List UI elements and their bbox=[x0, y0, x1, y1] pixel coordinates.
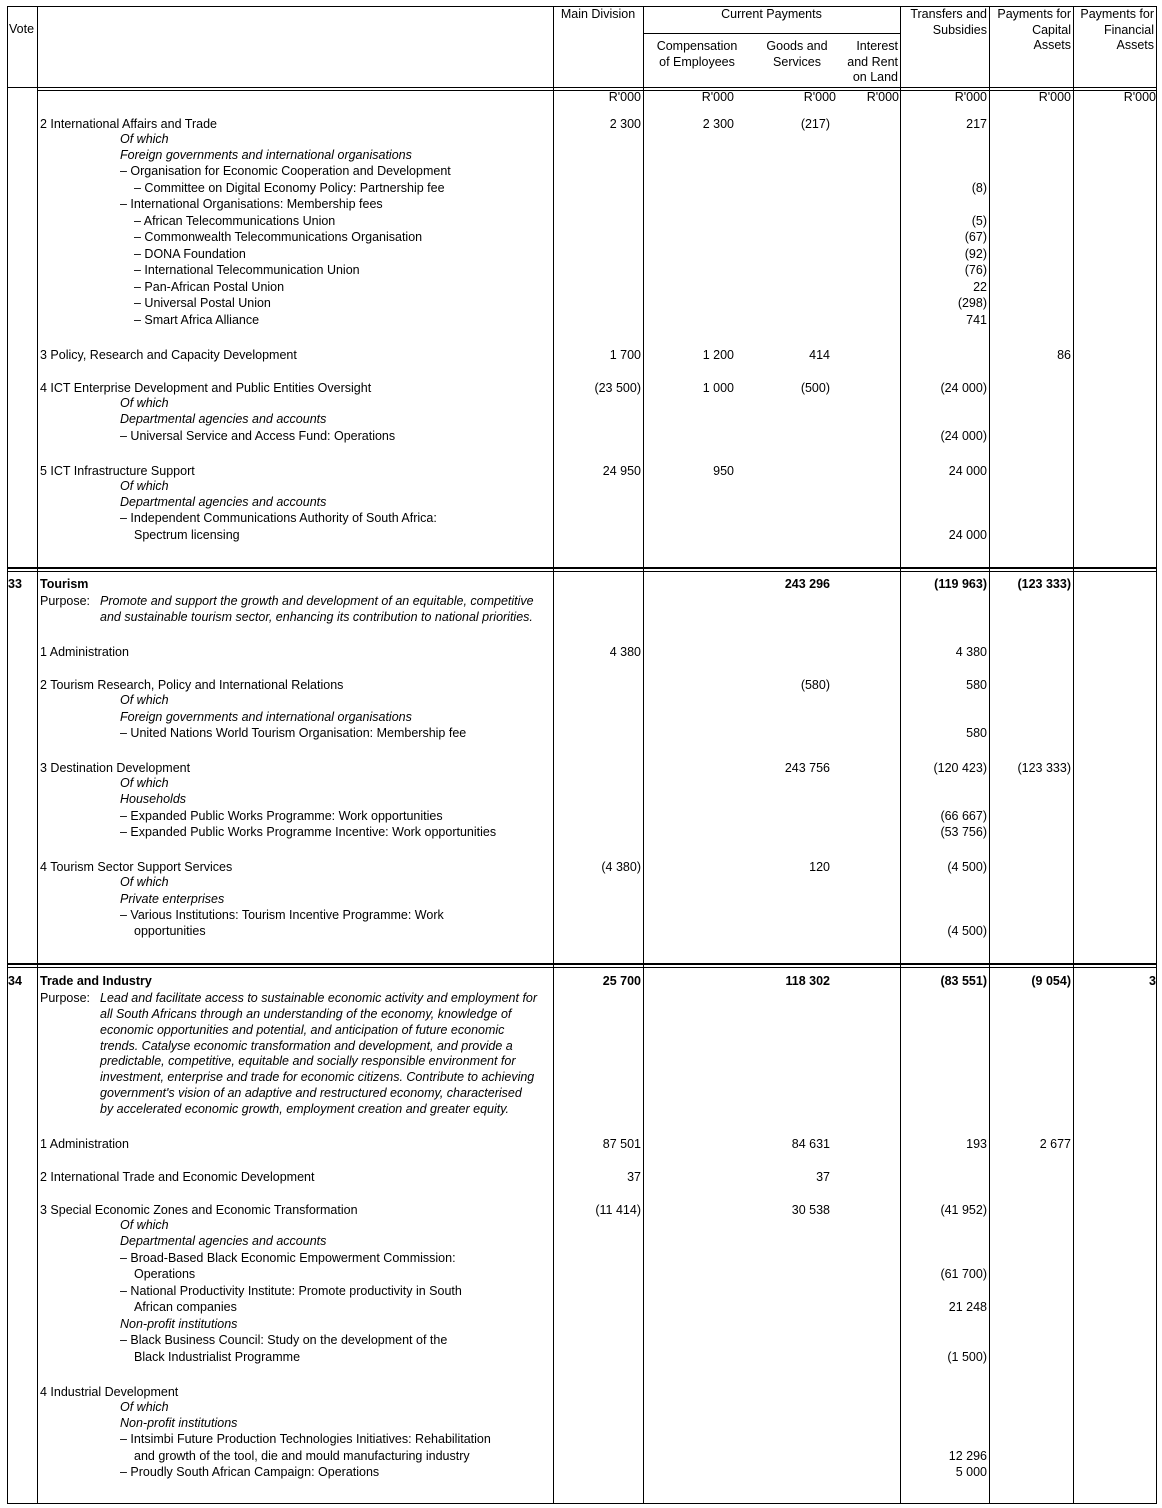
amount-cell: (1 500) bbox=[947, 1350, 987, 1364]
row-description: – Broad-Based Black Economic Empowerment Commission: bbox=[120, 1251, 456, 1265]
table-row bbox=[7, 180, 1157, 197]
table-row bbox=[7, 725, 1157, 742]
table-row bbox=[7, 147, 1157, 164]
purpose-text: trends. Catalyse economic transformation and development, and provide a bbox=[100, 1039, 513, 1053]
header-capital-assets: Payments for Capital Assets bbox=[997, 7, 1071, 52]
row-description: Spectrum licensing bbox=[134, 528, 240, 542]
table-row bbox=[7, 593, 1157, 610]
amount-cell: (67) bbox=[964, 230, 987, 244]
amount-cell: 4 380 bbox=[609, 645, 641, 659]
row-description: – DONA Foundation bbox=[134, 247, 246, 261]
row-description: – Organisation for Economic Cooperation and Development bbox=[120, 164, 451, 178]
amount-cell: (24 000) bbox=[940, 381, 987, 395]
row-description: – Smart Africa Alliance bbox=[134, 313, 260, 327]
section-divider bbox=[7, 567, 1157, 569]
table-row bbox=[7, 923, 1157, 940]
amount-cell: (580) bbox=[800, 678, 830, 692]
amount-cell: 84 631 bbox=[791, 1137, 830, 1151]
amount-cell: 12 296 bbox=[948, 1449, 987, 1463]
unit-label: R'000 bbox=[954, 90, 987, 104]
amount-cell: (83 551) bbox=[940, 974, 987, 988]
row-description: – Various Institutions: Tourism Incentive Programme: Work bbox=[120, 908, 444, 922]
vote-title: Tourism bbox=[40, 577, 89, 591]
table-row bbox=[7, 163, 1157, 180]
table-row bbox=[7, 775, 1157, 792]
table-row bbox=[7, 1448, 1157, 1465]
row-description: – Universal Service and Access Fund: Operations bbox=[120, 429, 396, 443]
amount-cell: (123 333) bbox=[1017, 577, 1071, 591]
unit-label: R'000 bbox=[1123, 90, 1156, 104]
header-interest: Interest and Rent on Land bbox=[847, 39, 898, 84]
table-border-bottom bbox=[7, 1503, 1157, 1504]
row-description: Of which bbox=[120, 693, 169, 707]
amount-cell: 22 bbox=[973, 280, 987, 294]
amount-cell: 217 bbox=[966, 117, 987, 131]
table-row bbox=[7, 1053, 1157, 1070]
row-description: Black Industrialist Programme bbox=[134, 1350, 301, 1364]
table-row bbox=[7, 213, 1157, 230]
amount-cell: 1 700 bbox=[609, 348, 641, 362]
row-description: 2 International Affairs and Trade bbox=[40, 117, 217, 131]
table-row bbox=[7, 262, 1157, 279]
amount-cell: 21 248 bbox=[948, 1300, 987, 1314]
amount-cell: 2 300 bbox=[609, 117, 641, 131]
table-row bbox=[7, 527, 1157, 544]
row-description: Of which bbox=[120, 396, 169, 410]
unit-row bbox=[7, 89, 1157, 106]
amount-cell: (217) bbox=[800, 117, 830, 131]
header-current-payments: Current Payments bbox=[721, 7, 822, 21]
table-row bbox=[7, 295, 1157, 312]
table-row bbox=[7, 1399, 1157, 1416]
amount-cell: 24 950 bbox=[602, 464, 641, 478]
unit-label: R'000 bbox=[701, 90, 734, 104]
table-row bbox=[7, 478, 1157, 495]
table-row bbox=[7, 824, 1157, 841]
row-description: Foreign governments and international organisations bbox=[120, 710, 412, 724]
amount-cell: 193 bbox=[966, 1137, 987, 1151]
table-row bbox=[7, 874, 1157, 891]
table-row bbox=[7, 229, 1157, 246]
row-description: 4 Industrial Development bbox=[40, 1385, 179, 1399]
row-description: Operations bbox=[134, 1267, 196, 1281]
table-row bbox=[7, 1136, 1157, 1153]
table-row bbox=[7, 196, 1157, 213]
row-description: opportunities bbox=[134, 924, 206, 938]
row-description: Departmental agencies and accounts bbox=[120, 495, 327, 509]
amount-cell: (61 700) bbox=[940, 1267, 987, 1281]
header-divider bbox=[7, 87, 1157, 88]
amount-cell: 30 538 bbox=[791, 1203, 830, 1217]
amount-cell: (92) bbox=[964, 247, 987, 261]
amount-cell: (24 000) bbox=[940, 429, 987, 443]
row-description: Foreign governments and international organisations bbox=[120, 148, 412, 162]
row-description: – Independent Communications Authority of South Africa: bbox=[120, 511, 437, 525]
row-description: – International Telecommunication Union bbox=[134, 263, 360, 277]
row-description: 3 Special Economic Zones and Economic Transformation bbox=[40, 1203, 358, 1217]
amount-cell: 243 756 bbox=[784, 761, 830, 775]
table-row bbox=[7, 791, 1157, 808]
amount-cell: 3 bbox=[1149, 974, 1156, 988]
row-description: – International Organisations: Membership fees bbox=[120, 197, 383, 211]
section-divider bbox=[7, 963, 1157, 965]
amount-cell: (53 756) bbox=[940, 825, 987, 839]
table-row bbox=[7, 1101, 1157, 1118]
amount-cell: 4 380 bbox=[955, 645, 987, 659]
row-description: 1 Administration bbox=[40, 645, 129, 659]
amount-cell: 1 200 bbox=[702, 348, 734, 362]
row-description: 3 Policy, Research and Capacity Development bbox=[40, 348, 297, 362]
amount-cell: (11 414) bbox=[595, 1203, 641, 1217]
table-row bbox=[7, 1316, 1157, 1333]
purpose-text: all South Africans through an understanding of the economy, knowledge of bbox=[100, 1007, 512, 1021]
amount-cell: (500) bbox=[800, 381, 830, 395]
row-description: 4 Tourism Sector Support Services bbox=[40, 860, 233, 874]
row-description: Non-profit institutions bbox=[120, 1317, 238, 1331]
table-row bbox=[7, 1431, 1157, 1448]
header-goods-services: Goods and Services bbox=[766, 39, 828, 69]
amount-cell: (41 952) bbox=[940, 1203, 987, 1217]
amount-cell: (4 500) bbox=[947, 924, 987, 938]
row-description: 4 ICT Enterprise Development and Public Entities Oversight bbox=[40, 381, 372, 395]
amount-cell: (4 380) bbox=[601, 860, 641, 874]
row-description: – National Productivity Institute: Promote productivity in South bbox=[120, 1284, 462, 1298]
row-description: Of which bbox=[120, 1218, 169, 1232]
table-row bbox=[7, 1022, 1157, 1039]
amount-cell: 741 bbox=[966, 313, 987, 327]
table-row bbox=[7, 1233, 1157, 1250]
vote-number: 33 bbox=[8, 577, 22, 591]
unit-label: R'000 bbox=[608, 90, 641, 104]
amount-cell: (76) bbox=[964, 263, 987, 277]
header-main-division: Main Division bbox=[560, 7, 636, 21]
purpose-label: Purpose: bbox=[40, 594, 91, 608]
table-row bbox=[7, 494, 1157, 511]
purpose-text: government's vision of an adaptive and restructured economy, characterised bbox=[100, 1086, 522, 1100]
row-description: 2 Tourism Research, Policy and International Relations bbox=[40, 678, 344, 692]
table-row bbox=[7, 990, 1157, 1007]
vote-number: 34 bbox=[8, 974, 22, 988]
table-row bbox=[7, 411, 1157, 428]
amount-cell: 580 bbox=[966, 678, 987, 692]
unit-label: R'000 bbox=[803, 90, 836, 104]
table-row bbox=[7, 1299, 1157, 1316]
amount-cell: (298) bbox=[957, 296, 987, 310]
amount-cell: 37 bbox=[816, 1170, 830, 1184]
table-row bbox=[7, 1464, 1157, 1481]
purpose-text: economic opportunities and potential, and anticipation of future economic bbox=[100, 1023, 505, 1037]
table-row bbox=[7, 1283, 1157, 1300]
table-row bbox=[7, 709, 1157, 726]
row-description: – Black Business Council: Study on the development of the bbox=[120, 1333, 448, 1347]
amount-cell: 24 000 bbox=[948, 464, 987, 478]
table-row bbox=[7, 428, 1157, 445]
amount-cell: (66 667) bbox=[940, 809, 987, 823]
table-row bbox=[7, 609, 1157, 626]
amount-cell: 25 700 bbox=[602, 974, 641, 988]
row-description: Of which bbox=[120, 776, 169, 790]
header-financial-assets: Payments for Financial Assets bbox=[1080, 7, 1154, 52]
amount-cell: (120 423) bbox=[933, 761, 987, 775]
amount-cell: 2 677 bbox=[1039, 1137, 1071, 1151]
table-row bbox=[7, 692, 1157, 709]
amount-cell: 580 bbox=[966, 726, 987, 740]
row-description: Of which bbox=[120, 479, 169, 493]
row-description: – Universal Postal Union bbox=[134, 296, 271, 310]
table-row bbox=[7, 644, 1157, 661]
amount-cell: 414 bbox=[809, 348, 830, 362]
table-row bbox=[7, 1006, 1157, 1023]
header-vote: Vote bbox=[9, 22, 35, 36]
table-row bbox=[7, 891, 1157, 908]
table-row bbox=[7, 510, 1157, 527]
vote-title: Trade and Industry bbox=[40, 974, 152, 988]
table-row bbox=[7, 1069, 1157, 1086]
table-row bbox=[7, 1250, 1157, 1267]
purpose-text: Promote and support the growth and development of an equitable, competitive bbox=[100, 594, 534, 608]
header-compensation: Compensation of Employees bbox=[656, 39, 738, 69]
row-description: – African Telecommunications Union bbox=[134, 214, 336, 228]
purpose-text: predictable, competitive, equitable and socially responsible environment for bbox=[100, 1054, 516, 1068]
current-payments-divider bbox=[643, 33, 900, 34]
table-row bbox=[7, 347, 1157, 364]
amount-cell: (23 500) bbox=[594, 381, 641, 395]
row-description: – Commonwealth Telecommunications Organisation bbox=[134, 230, 423, 244]
purpose-label: Purpose: bbox=[40, 991, 91, 1005]
table-row bbox=[7, 279, 1157, 296]
row-description: 1 Administration bbox=[40, 1137, 129, 1151]
amount-cell: 87 501 bbox=[602, 1137, 641, 1151]
table-row bbox=[7, 907, 1157, 924]
table-row bbox=[7, 312, 1157, 329]
amount-cell: 118 302 bbox=[785, 974, 830, 988]
table-row bbox=[7, 131, 1157, 148]
amount-cell: 950 bbox=[713, 464, 734, 478]
row-description: – Committee on Digital Economy Policy: Partnership fee bbox=[134, 181, 445, 195]
section-divider bbox=[7, 571, 1157, 572]
row-description: – Expanded Public Works Programme Incentive: Work opportunities bbox=[120, 825, 497, 839]
purpose-text: Lead and facilitate access to sustainable economic activity and employment for bbox=[100, 991, 538, 1005]
table-row bbox=[7, 395, 1157, 412]
unit-label: R'000 bbox=[866, 90, 899, 104]
table-row bbox=[7, 973, 1157, 990]
table-row bbox=[7, 1217, 1157, 1234]
amount-cell: 24 000 bbox=[948, 528, 987, 542]
purpose-text: investment, enterprise and trade for economic citizens. Contribute to achieving bbox=[100, 1070, 535, 1084]
row-description: – Pan-African Postal Union bbox=[134, 280, 285, 294]
row-description: 3 Destination Development bbox=[40, 761, 191, 775]
row-description: Departmental agencies and accounts bbox=[120, 412, 327, 426]
table-row bbox=[7, 1085, 1157, 1102]
row-description: – Proudly South African Campaign: Operations bbox=[120, 1465, 380, 1479]
table-row bbox=[7, 1169, 1157, 1186]
row-description: – Expanded Public Works Programme: Work opportunities bbox=[120, 809, 443, 823]
section-divider bbox=[7, 967, 1157, 968]
amount-cell: 37 bbox=[627, 1170, 641, 1184]
table-row bbox=[7, 1266, 1157, 1283]
amount-cell: (119 963) bbox=[934, 577, 987, 591]
amount-cell: (5) bbox=[971, 214, 987, 228]
table-row bbox=[7, 576, 1157, 593]
amount-cell: 1 000 bbox=[702, 381, 734, 395]
amount-cell: 120 bbox=[809, 860, 830, 874]
amount-cell: 2 300 bbox=[702, 117, 734, 131]
table-row bbox=[7, 808, 1157, 825]
amount-cell: (8) bbox=[971, 181, 987, 195]
table-row bbox=[7, 1415, 1157, 1432]
amount-cell: 86 bbox=[1057, 348, 1071, 362]
unit-label: R'000 bbox=[1038, 90, 1071, 104]
amount-cell: (4 500) bbox=[947, 860, 987, 874]
table-row bbox=[7, 1332, 1157, 1349]
row-description: Non-profit institutions bbox=[120, 1416, 238, 1430]
row-description: and growth of the tool, die and mould manufacturing industry bbox=[134, 1449, 470, 1463]
amount-cell: (9 054) bbox=[1031, 974, 1071, 988]
row-description: – United Nations World Tourism Organisation: Membership fee bbox=[120, 726, 467, 740]
row-description: Households bbox=[120, 792, 187, 806]
appropriation-table bbox=[7, 6, 1157, 1504]
amount-cell: 5 000 bbox=[955, 1465, 987, 1479]
purpose-text: by accelerated economic growth, employment creation and greater equity. bbox=[100, 1102, 510, 1116]
table-row bbox=[7, 246, 1157, 263]
amount-cell: (123 333) bbox=[1017, 761, 1071, 775]
table-row bbox=[7, 1349, 1157, 1366]
row-description: Of which bbox=[120, 1400, 169, 1414]
row-description: Departmental agencies and accounts bbox=[120, 1234, 327, 1248]
row-description: African companies bbox=[134, 1300, 237, 1314]
row-description: Of which bbox=[120, 875, 169, 889]
row-description: Of which bbox=[120, 132, 169, 146]
row-description: 2 International Trade and Economic Development bbox=[40, 1170, 315, 1184]
header-transfers: Transfers and Subsidies bbox=[910, 7, 987, 37]
row-description: – Intsimbi Future Production Technologies Initiatives: Rehabilitation bbox=[120, 1432, 491, 1446]
purpose-text: and sustainable tourism sector, enhancing its contribution to national priorities. bbox=[100, 610, 533, 624]
row-description: 5 ICT Infrastructure Support bbox=[40, 464, 195, 478]
row-description: Private enterprises bbox=[120, 892, 225, 906]
amount-cell: 243 296 bbox=[784, 577, 830, 591]
